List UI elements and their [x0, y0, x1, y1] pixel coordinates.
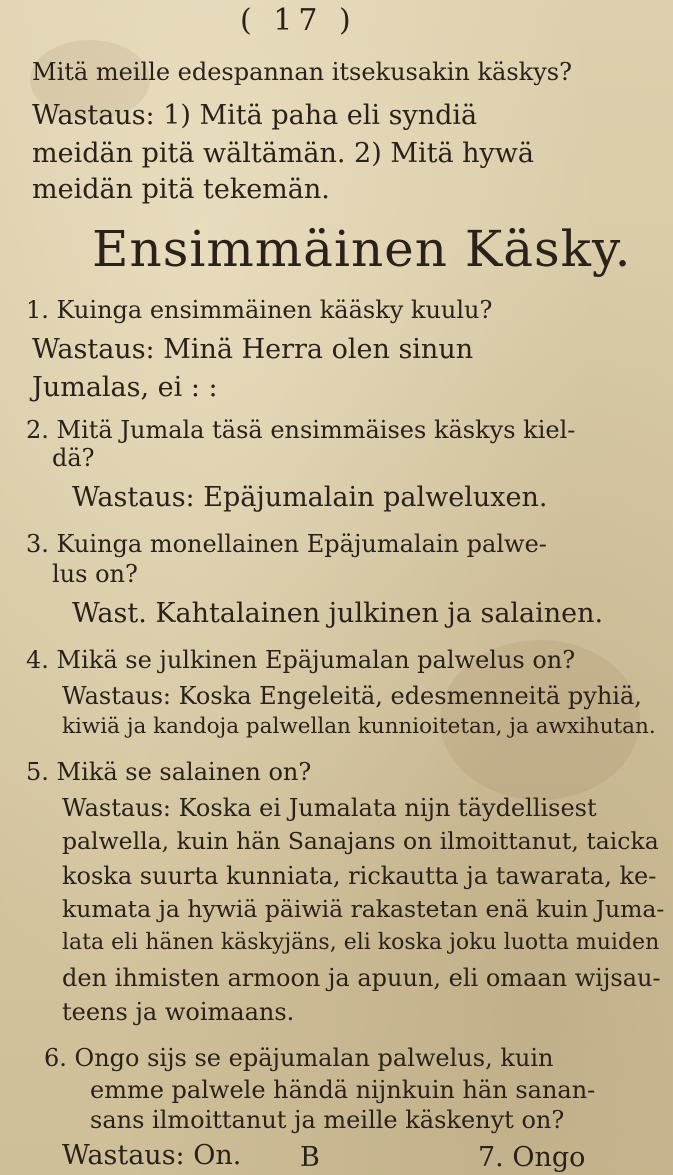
answer-5-line-3: koska suurta kunniata, rickautta ja tawarata, ke- — [62, 862, 657, 890]
answer-5-line-4: kumata ja hywiä päiwiä rakastetan enä kuin Juma- — [62, 895, 665, 923]
question-2-line-2: dä? — [52, 444, 95, 472]
question-6-line-3: sans ilmoittanut ja meille käskenyt on? — [90, 1106, 565, 1134]
answer-5-line-6: den ihmisten armoon ja apuun, eli omaan wijsau- — [62, 964, 661, 992]
question-6-line-2: emme palwele händä nijnkuin hän sanan- — [90, 1076, 596, 1104]
answer-5-line-1: Wastaus: Koska ei Jumalata nijn täydellisest — [62, 794, 597, 822]
question-5: 5. Mikä se salainen on? — [26, 758, 312, 786]
answer-1-line-2: Jumalas, ei : : — [32, 372, 218, 403]
signature-mark: B — [300, 1142, 320, 1173]
question-4: 4. Mikä se julkinen Epäjumalan palwelus on? — [26, 646, 576, 674]
question-intro: Mitä meille edespannan itsekusakin käskys? — [32, 58, 572, 86]
answer-6: Wastaus: On. — [62, 1140, 242, 1171]
answer-5-line-5: lata eli hänen käskyjäns, eli koska joku luotta muiden — [62, 930, 660, 955]
answer-2: Wastaus: Epäjumalain palweluxen. — [72, 482, 548, 513]
catchword: 7. Ongo — [478, 1142, 586, 1173]
answer-intro-line-1: Wastaus: 1) Mitä paha eli syndiä — [32, 100, 478, 131]
question-3-line-2: lus on? — [52, 560, 138, 588]
question-2-line-1: 2. Mitä Jumala täsä ensimmäises käskys kiel- — [26, 416, 576, 444]
question-3-line-1: 3. Kuinga monellainen Epäjumalain palwe- — [26, 530, 547, 558]
answer-intro-line-3: meidän pitä tekemän. — [32, 174, 330, 205]
question-1: 1. Kuinga ensimmäinen kääsky kuulu? — [26, 296, 493, 324]
answer-intro-line-2: meidän pitä wältämän. 2) Mitä hywä — [32, 138, 535, 169]
page-number: ( 17 ) — [240, 3, 357, 38]
answer-4-line-1: Wastaus: Koska Engeleitä, edesmenneitä pyhiä, — [62, 682, 642, 710]
answer-5-line-7: teens ja woimaans. — [62, 998, 295, 1026]
answer-5-line-2: palwella, kuin hän Sanajans on ilmoittanut, taicka — [62, 827, 659, 855]
question-6-line-1: 6. Ongo sijs se epäjumalan palwelus, kuin — [44, 1044, 554, 1072]
section-heading: Ensimmäinen Käsky. — [92, 220, 632, 278]
answer-4-line-2: kiwiä ja kandoja palwellan kunnioitetan, ja awxihutan. — [62, 714, 656, 739]
answer-1-line-1: Wastaus: Minä Herra olen sinun — [32, 334, 474, 365]
answer-3: Wast. Kahtalainen julkinen ja salainen. — [72, 598, 604, 629]
